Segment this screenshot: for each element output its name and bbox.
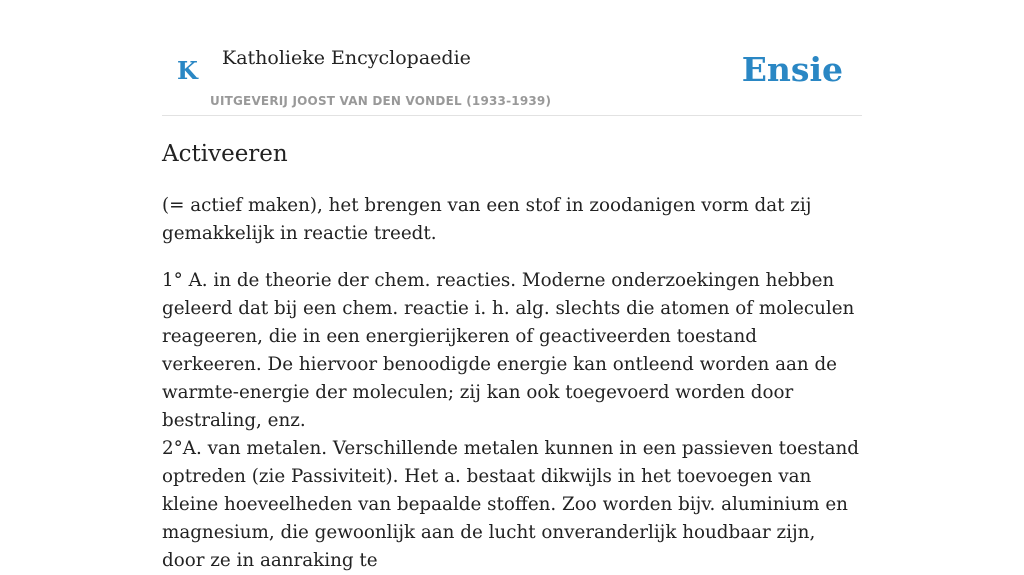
publisher-subtitle: UITGEVERIJ JOOST VAN DEN VONDEL (1933-1939) <box>210 94 552 108</box>
brand-logo[interactable]: Ensie <box>741 50 843 89</box>
article-title: Activeeren <box>162 141 288 167</box>
site-header <box>162 0 862 116</box>
article-paragraph: 2°A. van metalen. Verschillende metalen kunnen in een passieven toestand optreden (zie Passiviteit). Het a. bestaat dikwijls in het toevoegen van kleine hoeveelheden van bepaalde stoffen. Zoo worden bijv. aluminium en magnesium, die gewoonlijk aan de lucht onveranderlijk houdbaar zijn, door ze in aanraking te <box>162 438 859 571</box>
site-title[interactable]: Katholieke Encyclopaedie <box>222 47 471 69</box>
logo-k[interactable]: K <box>177 56 198 85</box>
article-paragraph: (= actief maken), het brengen van een stof in zoodanigen vorm dat zij gemakkelijk in reactie treedt. <box>162 195 812 244</box>
article <box>162 138 862 575</box>
article-paragraph: 1° A. in de theorie der chem. reacties. Moderne onderzoekingen hebben geleerd dat bij een chem. reactie i. h. alg. slechts die atomen of moleculen reageeren, die in een energierijkeren of geactiveerden toestand verkeeren. De hiervoor benoodigde energie kan ontleend worden aan de warmte-energie der moleculen; zij kan ook toegevoerd worden door bestraling, enz. <box>162 270 855 431</box>
